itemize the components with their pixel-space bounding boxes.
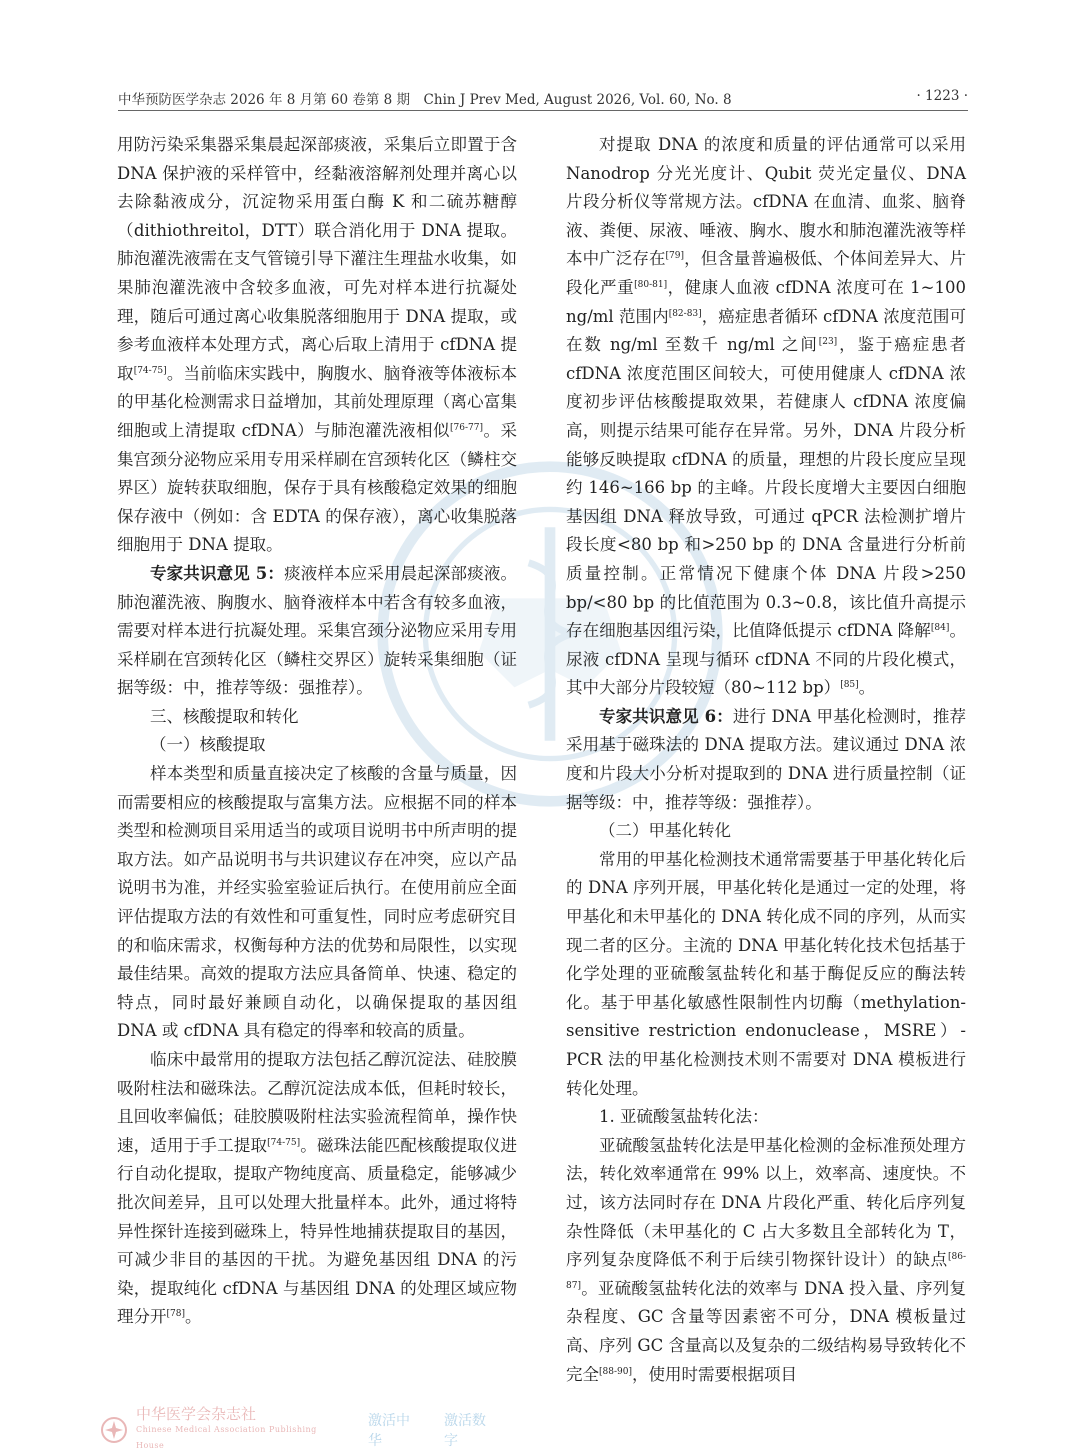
section-heading: 三、核酸提取和转化 — [150, 706, 299, 726]
publisher-footer — [100, 1405, 500, 1450]
running-header — [118, 88, 968, 108]
paragraph: 亚硫酸氢盐转化法是甲基化检测的金标准预处理方法，转化效率通常在 99% 以上，效率高、速度快。不过，该方法同时存在 DNA 片段化严重、转化后序列复杂性降低（未甲基化的 C 占大多数且全部转化为 T，序列复杂度降低不利于后续引物探针设计）的缺点[86-87]。亚硫酸氢盐转化法的效率与 DNA 投入量、序列复杂程度、GC 含量等因素密不可分，DNA 模板量过高、序列 GC 含量高以及复杂的二级结构易导致转化不完全[88-90]，使用时需要根据项目 — [566, 1135, 966, 1384]
paragraph: 临床中最常用的提取方法包括乙醇沉淀法、硅胶膜吸附柱法和磁珠法。乙醇沉淀法成本低，但耗时较长，且回收率偏低；硅胶膜吸附柱法实验流程简单，操作快速，适用于手工提取[74-75]。磁珠法能匹配核酸提取仪进行自动化提取，提取产物纯度高、质量稳定，能够减少批次间差异，且可以处理大批量样本。此外，通过将特异性探针连接到磁珠上，特异性地捕获提取目的基因，可减少非目的基因的干扰。为避免基因组 DNA 的污染，提取纯化 cfDNA 与基因组 DNA 的处理区域应物理分开[78]。 — [117, 1050, 518, 1327]
subsection-heading: （二）甲基化转化 — [599, 821, 731, 841]
paragraph: 样本类型和质量直接决定了核酸的含量与质量，因而需要相应的核酸提取与富集方法。应根据不同的样本类型和检测项目采用适当的或项目说明书中所声明的提取方法。如产品说明书与共识建议存在冲突，应以产品说明书为准，并经实验室验证后执行。在使用前应全面评估提取方法的有效性和可重复性，同时应考虑研究目的和临床需求，权衡每种方法的优势和局限性，以实现最佳结果。高效的提取方法应具备简单、快速、稳定的特点，同时最好兼顾自动化，以确保提取的基因组 DNA 或 cfDNA 具有稳定的得率和较高的质量。 — [117, 764, 517, 1041]
publisher-logo-icon — [100, 1416, 128, 1444]
publisher-name-en: Chinese Medical Association Publishing House — [135, 1425, 317, 1450]
paragraph: 对提取 DNA 的浓度和质量的评估通常可以采用 Nanodrop 分光光度计、Qubit 荧光定量仪、DNA 片段分析仪等常规方法。cfDNA 在血清、血浆、脑脊液、粪便、尿液、唾液、胸水、腹水和肺泡灌洗液等样本中广泛存在[79]，但含量普遍极低、个体间差异大、片段化严重[80-81]，健康人血液 cfDNA 浓度可在 1~100 ng/ml 范围内[82-83]，癌症患者循环 cfDNA 浓度范围可在数 ng/ml 至数千 ng/ml 之间[23]，鉴于癌症患者 cfDNA 浓度范围区间较大，可使用健康人 cfDNA 浓度初步评估核酸提取效果，若健康人 cfDNA 浓度偏高，则提示结果可能存在异常。另外，DNA 片段分析能够反映提取 cfDNA 的质量，理想的片段长度应呈现约 146~166 bp 的主峰。片段长度增大主要因白细胞基因组 DNA 释放导致，可通过 qPCR 法检测扩增片段长度<80 bp 和>250 bp 的 DNA 含量进行分析前质量控制。正常情况下健康个体 DNA 片段>250 bp/<80 bp 的比值范围为 0.3~0.8，该比值升高提示存在细胞基因组污染，比值降低提示 cfDNA 降解[84]。尿液 cfDNA 呈现与循环 cfDNA 不同的片段化模式，其中大部分片段较短（80~112 bp）[85]。 — [566, 135, 967, 698]
brand-text: 激活数字 — [444, 1413, 487, 1449]
paragraph: 常用的甲基化检测技术通常需要基于甲基化转化后的 DNA 序列开展，甲基化转化是通过一定的处理，将甲基化和未甲基化的 DNA 转化成不同的序列，从而实现二者的区分。主流的 DNA 甲基化转化技术包括基于化学处理的亚硫酸氢盐转化和基于酶促反应的酶法转化。基于甲基化敏感性限制性内切酶（methylation-sensitive restriction endonuclease，MSRE）-PCR 法的甲基化检测技术则不需要对 DNA 模板进行转化处理。 — [566, 849, 966, 1098]
consensus-label: 专家共识意见 6： — [599, 706, 733, 726]
brand-text: 激活中华 — [368, 1413, 411, 1449]
subsection-heading: （一）核酸提取 — [150, 735, 266, 755]
consensus-label: 专家共识意见 5： — [150, 563, 285, 583]
paragraph: 用防污染采集器采集晨起深部痰液，采集后立即置于含 DNA 保护液的采样管中，经黏液溶解剂处理并离心以去除黏液成分，沉淀物采用蛋白酶 K 和二硫苏糖醇（dithiothreitol，DTT）联合消化用于 DNA 提取。肺泡灌洗液需在支气管镜引导下灌注生理盐水收集，如果肺泡灌洗液中含较多血液，可先对样本进行抗凝处理，随后可通过离心收集脱落细胞用于 DNA 提取，或参考血液样本处理方式，离心后取上清用于 cfDNA 提取[74-75]。当前临床实践中，胸腹水、脑脊液等体液标本的甲基化检测需求日益增加，其前处理原理（离心富集细胞或上清提取 cfDNA）与肺泡灌洗液相似[76-77]。采集宫颈分泌物应采用专用采样刷在宫颈转化区（鳞柱交界区）旋转获取细胞，保存于具有核酸稳定效果的细胞保存液中（例如：含 EDTA 的保存液），离心收集脱落细胞用于 DNA 提取。 — [117, 135, 518, 555]
consensus-6: 专家共识意见 6：进行 DNA 甲基化检测时，推荐采用基于磁珠法的 DNA 提取方法。建议通过 DNA 浓度和片段大小分析对提取到的 DNA 进行质量控制（证据等级：中，推荐等级：强推荐）。 — [566, 706, 966, 812]
page-number: · 1223 · — [916, 88, 968, 104]
publisher-name: 中华医学会杂志社 — [135, 1405, 256, 1423]
consensus-5: 专家共识意见 5：痰液样本应采用晨起深部痰液。肺泡灌洗液、胸腹水、脑脊液样本中若含有较多血液，需要对样本进行抗凝处理。采集宫颈分泌物应采用专用采样刷在宫颈转化区（鳞柱交界区）旋转采集细胞（证据等级：中，推荐等级：强推荐）。 — [117, 563, 517, 698]
left-column — [117, 131, 517, 1332]
journal-citation: 中华预防医学杂志 2026 年 8 月第 60 卷第 8 期 Chin J Prev Med, August 2026, Vol. 60, No. 8 — [118, 92, 732, 108]
right-column — [566, 131, 966, 1389]
header-rule — [118, 110, 968, 111]
item-heading: 1. 亚硫酸氢盐转化法： — [599, 1107, 769, 1127]
